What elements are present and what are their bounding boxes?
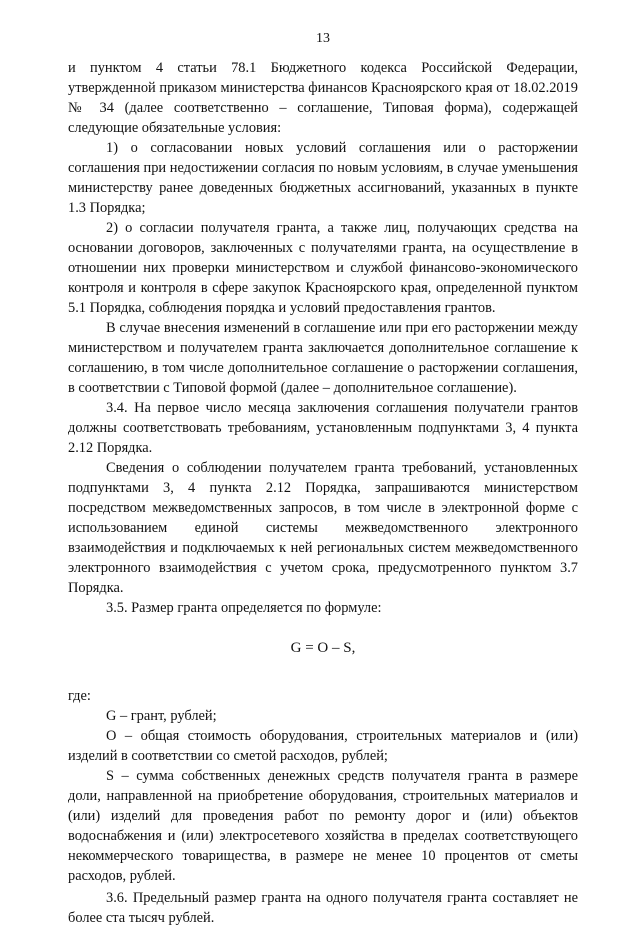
paragraph-continuation: и пунктом 4 статьи 78.1 Бюджетного кодекса Российской Федерации, утвержденной приказом министерства финансов Красноярского края от 18.02.2019 № 34 (далее соответственно – соглашение, Типовая форма), содержащей следующие обязательные условия:: [68, 60, 578, 136]
document-body: [68, 58, 578, 928]
paragraph-condition-2: 2) о согласии получателя гранта, а также лиц, получающих средства на основании договоров, заключенных с получателями гранта, на осуществление в отношении них проверки министерством и службой финансово-экономического контроля и контроля в сфере закупок Красноярского края, определенной пунктом 5.1 Порядка, соблюдения порядка и условий предоставления грантов.: [68, 220, 578, 316]
paragraph-3-5: 3.5. Размер гранта определяется по формуле:: [106, 600, 382, 616]
paragraph-condition-1: 1) о согласовании новых условий соглашения или о расторжении соглашения при недостижении согласия по новым условиям, в случае уменьшения министерству ранее доведенных бюджетных ассигнований, указанных в пункте 1.3 Порядка;: [68, 140, 578, 216]
paragraph-3-6: 3.6. Предельный размер гранта на одного получателя гранта составляет не более ста тысяч рублей.: [68, 890, 578, 926]
definition-o: O – общая стоимость оборудования, строительных материалов и (или) изделий в соответствии со сметой расходов, рублей;: [68, 728, 578, 764]
paragraph-3-4: 3.4. На первое число месяца заключения соглашения получатели грантов должны соответствовать требованиям, установленным подпунктами 3, 4 пункта 2.12 Порядка.: [68, 400, 578, 456]
page-number: 13: [316, 31, 330, 46]
paragraph-compliance-info: Сведения о соблюдении получателем гранта требований, установленных подпунктами 3, 4 пункта 2.12 Порядка, запрашиваются министерством посредством межведомственных запросов, в том числе в электронной форме с использованием единой системы межведомственного электронного взаимодействия и подключаемых к ней региональных систем межведомственного электронного взаимодействия с учетом срока, предусмотренного пунктом 3.7 Порядка.: [68, 460, 578, 596]
where-label: где:: [68, 688, 91, 704]
definition-s: S – сумма собственных денежных средств получателя гранта в размере доли, направленной на приобретение оборудования, строительных материалов и (или) изделий для проведения работ по ремонту дорог и (или) объектов водоснабжения и (или) электросетевого хозяйства в пределах соответствующего некоммерческого товарищества, в размере не менее 10 процентов от сметы расходов, рублей.: [68, 768, 578, 884]
paragraph-amendments: В случае внесения изменений в соглашение или при его расторжении между министерством и получателем гранта заключается дополнительное соглашение к соглашению, в том числе дополнительное соглашение о расторжении соглашения, в соответствии с Типовой формой (далее – дополнительное соглашение).: [68, 320, 578, 396]
grant-formula: G = O – S,: [290, 640, 356, 656]
definition-g: G – грант, рублей;: [106, 708, 217, 724]
